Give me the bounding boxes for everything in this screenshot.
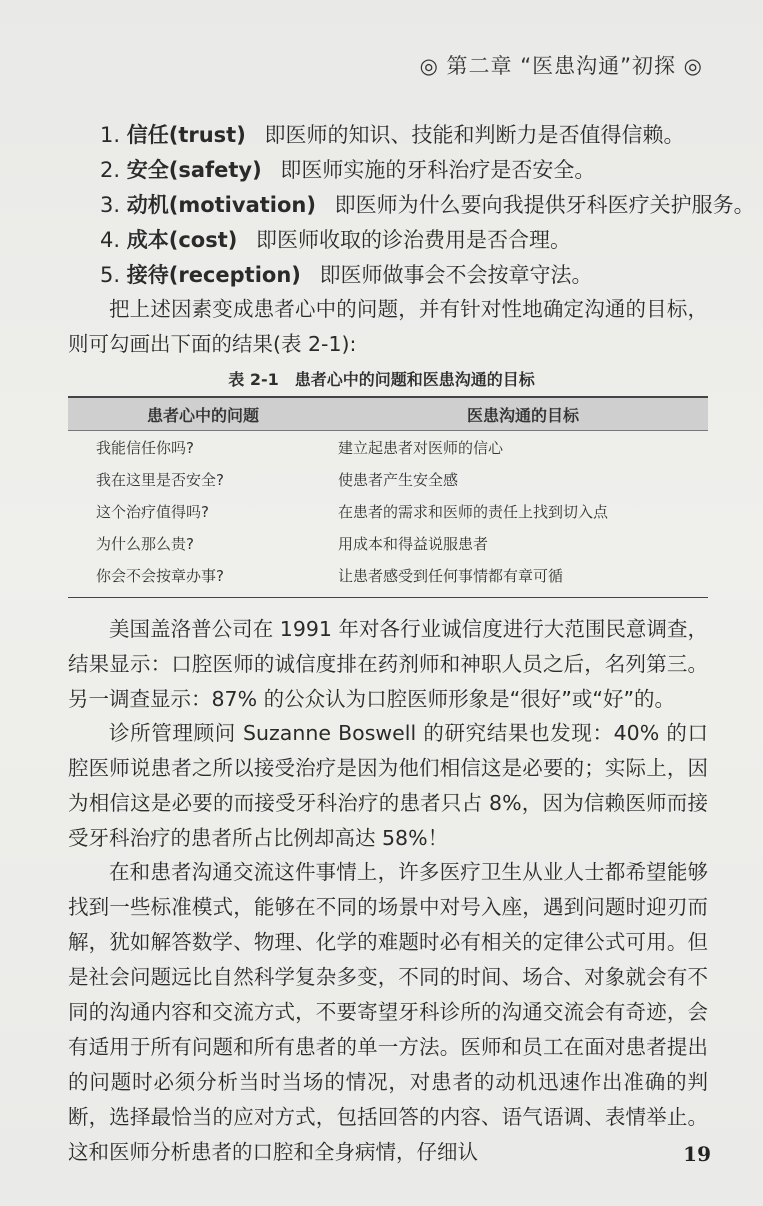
table-row — [68, 463, 708, 495]
table-cell: 为什么那么贵? — [96, 534, 194, 553]
item-term: 信任(trust) — [126, 123, 246, 147]
table-row — [68, 495, 708, 527]
table-cell: 我能信任你吗? — [96, 438, 194, 457]
body-paragraph: 诊所管理顾问 Suzanne Boswell 的研究结果也发现：40% 的口腔医师说患者之所以接受治疗是因为他们相信这是必要的；实际上，因为相信这是必要的而接受牙科治疗的患者只占 8%，因为信赖医师而接受牙科治疗的患者所占比例却高达 58%！ — [68, 721, 708, 850]
table-cell: 使患者产生安全感 — [338, 470, 459, 489]
item-term: 动机(motivation) — [126, 193, 316, 217]
body-paragraph: 美国盖洛普公司在 1991 年对各行业诚信度进行大范围民意调查，结果显示：口腔医师的诚信度排在药剂师和神职人员之后，名列第三。另一调查显示：87% 的公众认为口腔医师形象是“很好”或“好”的。 — [68, 617, 708, 711]
table-cell: 让患者感受到任何事情都有章可循 — [338, 566, 564, 585]
table-caption: 表 2-1 患者心中的问题和医患沟通的目标 — [228, 370, 535, 389]
item-description: 即医师实施的牙科治疗是否安全。 — [280, 158, 596, 182]
body-paragraph: 在和患者沟通交流这件事情上，许多医疗卫生从业人士都希望能够找到一些标准模式，能够在不同的场景中对号入座，遇到问题时迎刃而解，犹如解答数学、物理、化学的难题时必有相关的定律公式可用。但是社会问题远比自然科学复杂多变，不同的时间、场合、对象就会有不同的沟通内容和交流方式，不要寄望牙科诊所的沟通交流会有奇迹，会有适用于所有问题和所有患者的单一方法。医师和员工在面对患者提出的问题时必须分析当时当场的情况，对患者的动机迅速作出准确的判断，选择最恰当的应对方式，包括回答的内容、语气语调、表情举止。这和医师分析患者的口腔和全身病情，仔细认 — [68, 860, 708, 1164]
item-number: 2. — [100, 158, 121, 182]
item-number: 4. — [100, 228, 121, 252]
item-number: 1. — [100, 123, 121, 147]
list-item — [100, 258, 720, 293]
table-cell: 你会不会按章办事? — [96, 566, 224, 585]
column-header: 患者心中的问题 — [146, 405, 259, 425]
table-cell: 建立起患者对医师的信心 — [338, 438, 504, 457]
table-bottom-rule — [68, 597, 708, 598]
table-cell: 用成本和得益说服患者 — [338, 534, 489, 553]
table-row — [68, 431, 708, 463]
list-item — [100, 153, 720, 188]
item-term: 接待(reception) — [126, 263, 301, 287]
list-item — [100, 223, 720, 258]
item-number: 5. — [100, 263, 121, 287]
table-header — [68, 398, 708, 431]
table-cell: 这个治疗值得吗? — [96, 502, 209, 521]
table-row — [68, 527, 708, 559]
table-cell: 我在这里是否安全? — [96, 470, 224, 489]
table-row — [68, 559, 708, 591]
item-term: 安全(safety) — [126, 158, 262, 182]
factor-list — [100, 118, 755, 293]
list-item — [100, 118, 720, 153]
item-description: 即医师为什么要向我提供牙科医疗关护服务。 — [334, 193, 755, 217]
item-number: 3. — [100, 193, 121, 217]
item-term: 成本(cost) — [126, 228, 238, 252]
intro-paragraph: 把上述因素变成患者心中的问题，并有针对性地确定沟通的目标，则可勾画出下面的结果(表 2-1): — [68, 297, 708, 356]
running-head: ◎ 第二章 “医患沟通”初探 ◎ — [419, 54, 703, 78]
item-description: 即医师做事会不会按章守法。 — [319, 263, 593, 287]
table-cell: 在患者的需求和医师的责任上找到切入点 — [338, 502, 609, 521]
item-description: 即医师的知识、技能和判断力是否值得信赖。 — [264, 123, 685, 147]
list-item — [100, 188, 755, 223]
column-header: 医患沟通的目标 — [466, 405, 579, 425]
page-number: 19 — [683, 1142, 711, 1166]
data-table — [68, 396, 708, 598]
item-description: 即医师收取的诊治费用是否合理。 — [256, 228, 572, 252]
